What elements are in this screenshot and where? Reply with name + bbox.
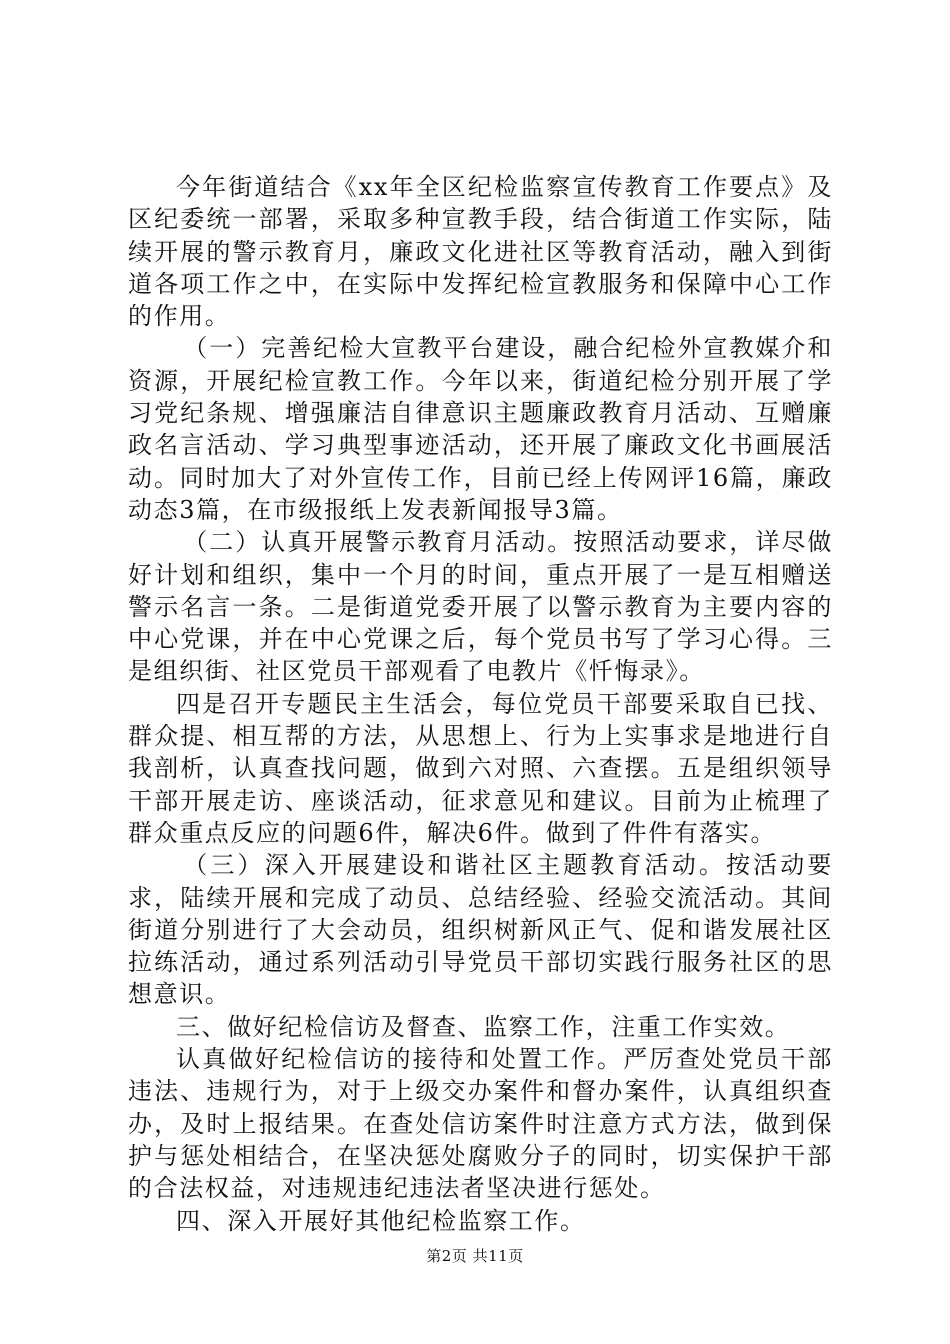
paragraph-section-3: （三）深入开展建设和谐社区主题教育活动。按活动要求，陆续开展和完成了动员、总结经验、经验交流活动。其间街道分别进行了大会动员，组织树新风正气、促和谐发展社区拉练活动，通过系列活动引导党员干部切实践行服务社区的思想意识。 [128, 851, 833, 1009]
paragraph-section-2: （二）认真开展警示教育月活动。按照活动要求，详尽做好计划和组织，集中一个月的时间，重点开展了一是互相赠送警示名言一条。二是街道党委开展了以警示教育为主要内容的中心党课，并在中心党课之后，每个党员书写了学习心得。三是组织街、社区党员干部观看了电教片《忏悔录》。 [128, 528, 833, 686]
paragraph-part-3-body: 认真做好纪检信访的接待和处置工作。严厉查处党员干部违法、违规行为，对于上级交办案件和督办案件，认真组织查办，及时上报结果。在查处信访案件时注意方式方法，做到保护与惩处相结合，在坚决惩处腐败分子的同时，切实保护干部的合法权益，对违规违纪违法者坚决进行惩处。 [128, 1045, 833, 1203]
paragraph-section-1: （一）完善纪检大宣教平台建设，融合纪检外宣教媒介和资源，开展纪检宣教工作。今年以来，街道纪检分别开展了学习党纪条规、增强廉洁自律意识主题廉政教育月活动、互赠廉政名言活动、学习典型事迹活动，还开展了廉政文化书画展活动。同时加大了对外宣传工作，目前已经上传网评16篇，廉政动态3篇，在市级报纸上发表新闻报导3篇。 [128, 334, 833, 524]
paragraph-intro: 今年街道结合《xx年全区纪检监察宣传教育工作要点》及区纪委统一部署，采取多种宣教手段，结合街道工作实际，陆续开展的警示教育月，廉政文化进社区等教育活动，融入到街道各项工作之中，在实际中发挥纪检宣教服务和保障中心工作的作用。 [128, 173, 833, 331]
paragraph-section-2-continued: 四是召开专题民主生活会，每位党员干部要采取自已找、群众提、相互帮的方法，从思想上、行为上实事求是地进行自我剖析，认真查找问题，做到六对照、六查摆。五是组织领导干部开展走访、座谈活动，征求意见和建议。目前为止梳理了群众重点反应的问题6件，解决6件。做到了件件有落实。 [128, 689, 833, 847]
heading-part-4: 四、深入开展好其他纪检监察工作。 [176, 1206, 586, 1235]
heading-part-3: 三、做好纪检信访及督查、监察工作，注重工作实效。 [176, 1012, 791, 1041]
document-body [128, 171, 833, 1237]
page-number-footer: 第2页 共11页 [426, 1247, 524, 1265]
